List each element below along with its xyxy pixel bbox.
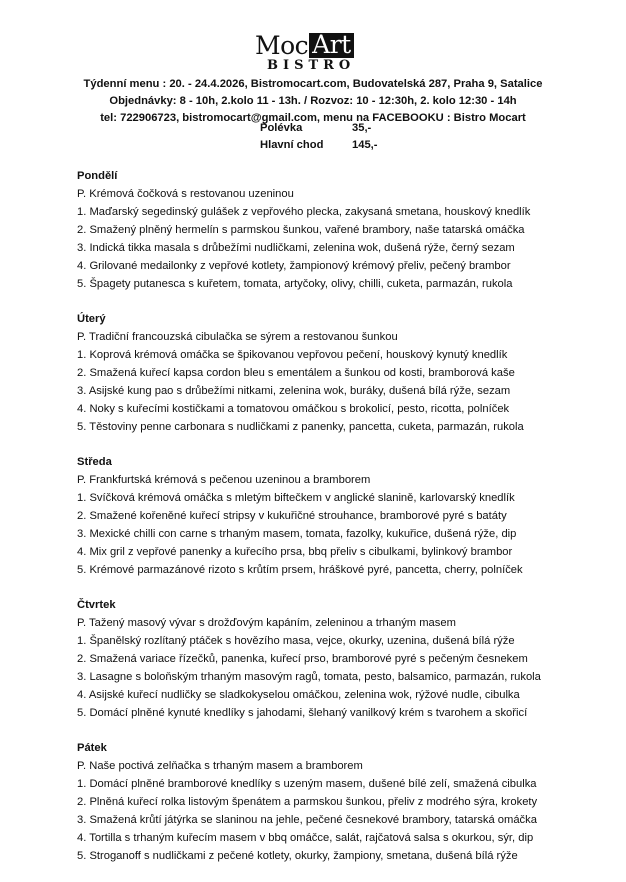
header-order-hours: Objednávky: 8 - 10h, 2.kolo 11 - 13h. / Rozvoz: 10 - 12:30h, 2. kolo 12:30 - 14h [109,95,517,107]
menu-item: 3. Smažená krůtí játýrka se slaninou na jehle, pečené česnekové brambory, tatarská omáčka [77,814,537,826]
price-value: 145,- [352,139,378,151]
menu-item: 3. Asijské kung pao s drůbežími nitkami, zelenina wok, buráky, dušená bílá rýže, sezam [77,385,511,397]
day-tuesday [77,310,617,436]
price-value: 35,- [352,122,372,134]
logo-bistro-text: BISTRO [267,58,356,73]
price-list [260,120,378,154]
day-monday [77,167,617,293]
day-title: Čtvrtek [77,599,116,611]
menu-item: 1. Koprová krémová omáčka se špikovanou vepřovou pečení, houskový kynutý knedlík [77,349,508,361]
menu-item: 1. Svíčková krémová omáčka s mletým biftečkem v anglické slanině, karlovarský knedlík [77,492,515,504]
menu-item: 5. Krémové parmazánové rizoto s krůtím prsem, hráškové pyré, pancetta, cherry, polníček [77,564,523,576]
menu-item: P. Naše poctivá zelňačka s trhaným masem a bramborem [77,760,363,772]
menu-item: 1. Španělský rozlítaný ptáček s hovězího masa, vejce, okurky, uzenina, dušená bílá rýže [77,635,515,647]
menu-item: 3. Mexické chilli con carne s trhaným masem, tomata, fazolky, kukuřice, dušená rýže, dip [77,528,517,540]
day-wednesday [77,453,617,579]
logo-art-text: Art [309,33,354,58]
menu-item: 2. Smažená variace řízečků, panenka, kuřecí prso, bramborové pyré s pečeným česnekem [77,653,528,665]
menu-item: 3. Lasagne s boloňským trhaným masovým ragů, tomata, pesto, balsamico, parmazán, rukola [77,671,541,683]
menu-item: 4. Noky s kuřecími kostičkami a tomatovou omáčkou s brokolicí, pesto, ricotta, polníček [77,403,510,415]
menu-item: 1. Maďarský segedinský gulášek z vepřového plecka, zakysaná smetana, houskový knedlík [77,206,531,218]
menu-item: 3. Indická tikka masala s drůbežími nudličkami, zelenina wok, dušená rýže, černý sezam [77,242,515,254]
menu-item: 4. Tortilla s trhaným kuřecím masem v bbq omáčce, salát, rajčatová salsa s okurkou, sýr, dip [77,832,534,844]
logo-moc-text: Moc [255,31,309,60]
day-title: Pondělí [77,170,118,182]
menu-item: P. Krémová čočková s restovanou uzeninou [77,188,294,200]
header-contact: tel: 722906723, bistromocart@gmail.com, menu na FACEBOOKU : Bistro Mocart [100,112,526,124]
price-label: Polévka [260,122,303,134]
menu-item: 2. Smažená kuřecí kapsa cordon bleu s ementálem a šunkou od kosti, bramborová kaše [77,367,515,379]
menu-item: P. Frankfurtská krémová s pečenou uzeninou a bramborem [77,474,371,486]
menu-item: 2. Smažený plněný hermelín s parmskou šunkou, vařené brambory, naše tatarská omáčka [77,224,525,236]
day-title: Úterý [77,313,106,325]
menu-item: 2. Plněná kuřecí rolka listovým špenátem a parmskou šunkou, přeliv z modrého sýra, krokety [77,796,538,808]
menu-item: 2. Smažené kořeněné kuřecí stripsy v kukuřičné strouhance, bramborové pyré s batáty [77,510,507,522]
price-label: Hlavní chod [260,139,324,151]
menu-item: P. Tradiční francouzská cibulačka se sýrem a restovanou šunkou [77,331,398,343]
weekly-menu [77,167,617,882]
menu-item: 1. Domácí plněné bramborové knedlíky s uzeným masem, dušené bílé zelí, smažená cibulka [77,778,537,790]
bistro-logo [255,32,373,74]
menu-item: 5. Těstoviny penne carbonara s nudličkami z panenky, pancetta, cuketa, parmazán, rukola [77,421,524,433]
day-thursday [77,596,617,722]
price-row-main [260,137,378,154]
day-title: Pátek [77,742,107,754]
menu-item: 5. Špagety putanesca s kuřetem, tomata, artyčoky, olivy, chilli, cuketa, parmazán, rukola [77,278,513,290]
header-dates-address: Týdenní menu : 20. - 24.4.2026, Bistromocart.com, Budovatelská 287, Praha 9, Satalice [83,78,543,90]
menu-item: 5. Domácí plněné kynuté knedlíky s jahodami, šlehaný vanilkový krém s tvarohem a skořicí [77,707,528,719]
menu-item: 4. Asijské kuřecí nudličky se sladkokyselou omáčkou, zelenina wok, rýžové nudle, cibulka [77,689,520,701]
menu-item: 4. Grilované medailonky z vepřové kotlety, žampionový krémový přeliv, pečený brambor [77,260,511,272]
menu-item: 4. Mix gril z vepřové panenky a kuřecího prsa, bbq přeliv s cibulkami, bylinkový brambor [77,546,513,558]
price-row-soup [260,120,378,137]
day-title: Středa [77,456,112,468]
day-friday [77,739,617,865]
menu-item: P. Tažený masový vývar s drožďovým kapáním, zeleninou a trhaným masem [77,617,456,629]
menu-item: 5. Stroganoff s nudličkami z pečené kotlety, okurky, žampiony, smetana, dušená bílá rýže [77,850,518,862]
